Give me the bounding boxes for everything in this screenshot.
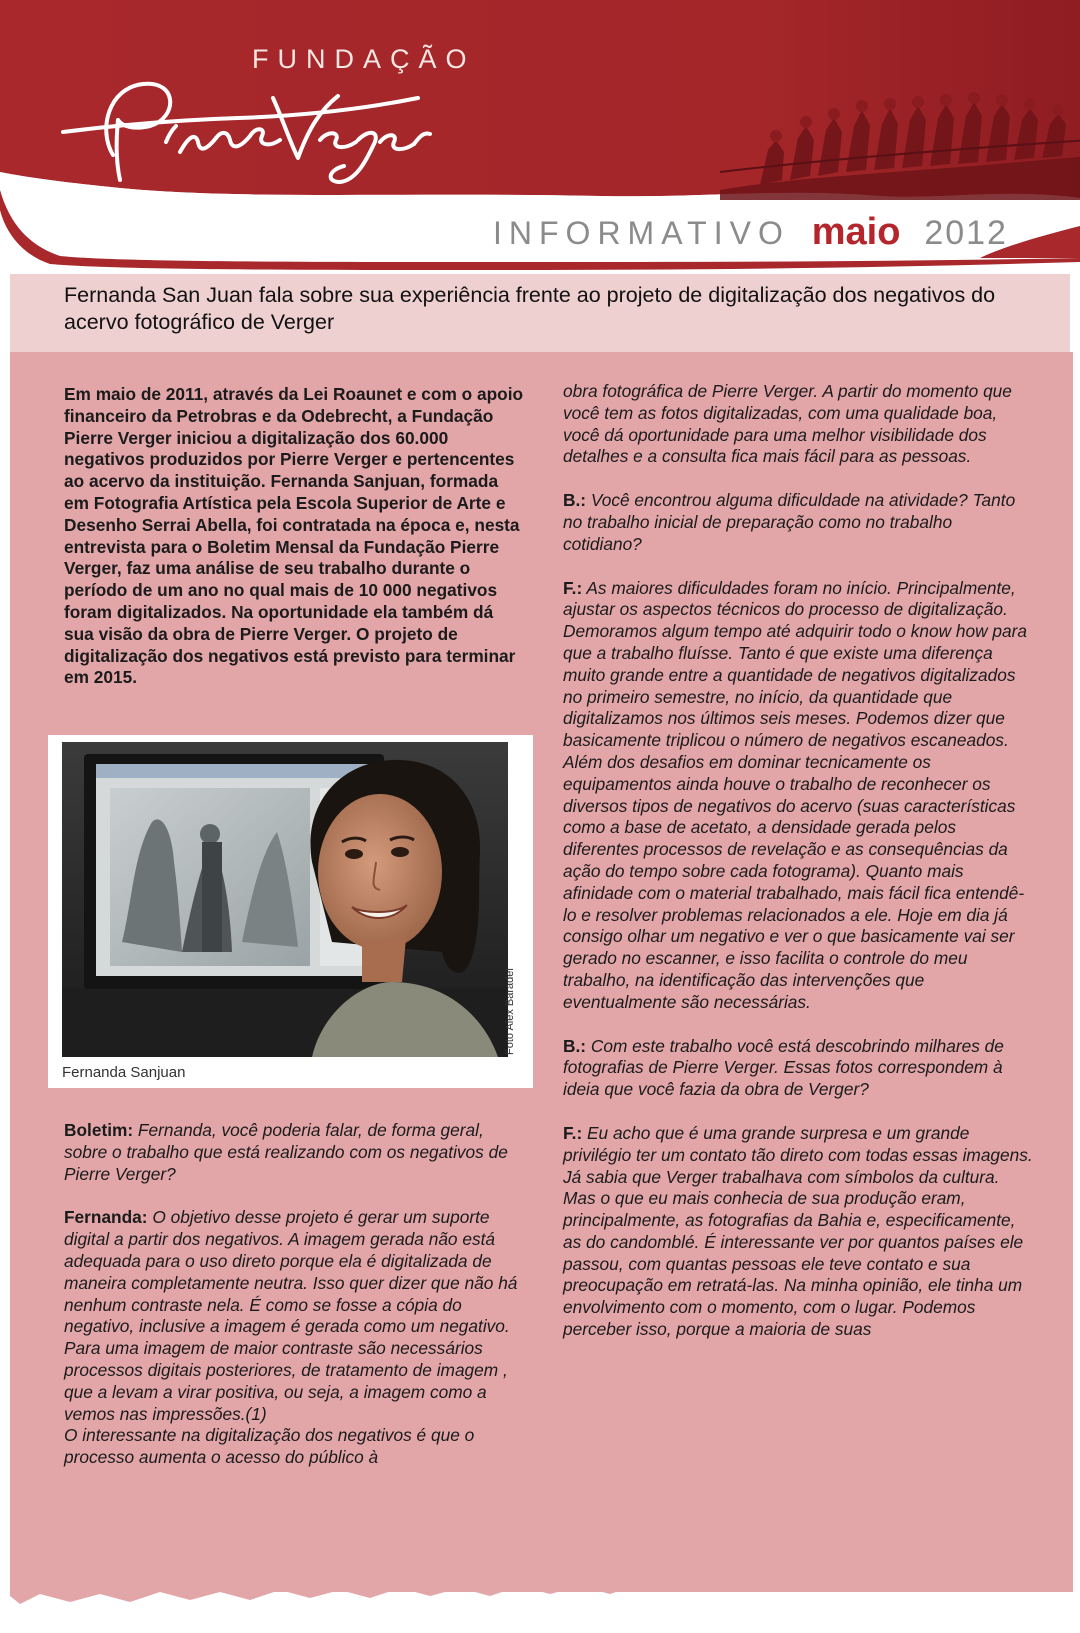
answer-3 [563, 1123, 1033, 1341]
portrait-photo [62, 742, 508, 1057]
question-label: B.: [563, 1035, 587, 1056]
informativo-word: INFORMATIVO [493, 215, 790, 251]
answer-1 [64, 1207, 524, 1425]
answer-label: F.: [563, 1122, 583, 1143]
fundacao-label: FUNDAÇÃO [252, 44, 476, 74]
torn-paper-edge [0, 1560, 1080, 1633]
answer-1-end: obra fotográfica de Pierre Verger. A partir do momento que você tem as fotos digitalizadas, com uma qualidade boa, você dá oportunidade para uma melhor visibilidade dos detalhes e a consulta fica mais fácil para as pessoas. [563, 381, 1012, 467]
question-2 [563, 490, 1033, 555]
question-text: Com este trabalho você está descobrindo milhares de fotografias de Pierre Verger. Essas fotos correspondem à ideia que você fazia da obra de Verger? [563, 1035, 1004, 1100]
answer-label: F.: [563, 577, 583, 598]
pierre-verger-logo [58, 70, 438, 190]
question-text: Você encontrou alguma dificuldade na atividade? Tanto no trabalho inicial de preparação como no trabalho cotidiano? [563, 490, 1016, 554]
answer-2-continued: Além dos desafios em dominar tecnicamente os equipamentos ainda houve o trabalho de reconhecer os diversos tipos de negativos do acervo (suas características como a base de acetato, a densidade gerada pelos diferentes processos de revelação e as consequências da ação do tempo sobre cada fotograma). Quanto mais afinidade com o material trabalhado, mais fácil fica entendê-lo e resolver problemas relacionados a ele. Hoje em dia já consigo olhar um negativo e ver o que basicamente vai ser gerado no escanner, e isso facilita o controle do meu trabalho, na identificação das intervenções que eventualmente são necessárias. [563, 751, 1025, 1012]
issue-label [493, 211, 1008, 254]
question-label: B.: [563, 490, 587, 511]
issue-year: 2012 [924, 214, 1008, 252]
question-text: Fernanda, você poderia falar, de forma geral, sobre o trabalho que está realizando com os negativos de Pierre Verger? [64, 1120, 508, 1184]
page-title: Fernanda San Juan fala sobre sua experiência frente ao projeto de digitalização dos negativos do acervo fotográfico de Verger [64, 283, 996, 334]
question-1 [64, 1120, 524, 1185]
answer-2 [563, 578, 1033, 752]
photo-credit: Foto Alex Baradel [504, 968, 516, 1055]
question-3 [563, 1036, 1033, 1101]
answer-text: Eu acho que é uma grande surpresa e um grande privilégio ter um contato tão direto com todas essas imagens. Já sabia que Verger trabalhava com símbolos da cultura. Mas o que eu mais conhecia de sua produção eram, principalmente, as fotografias da Bahia e, especificamente, as do candomblé. É interessante ver por quantos países ele passou, com quantas pessoas ele teve contato e sua preocupação em retratá-las. Na minha opinião, ele tinha um envolvimento com o momento, com o lugar. Podemos perceber isso, porque a maioria de suas [563, 1122, 1033, 1340]
photo-caption: Fernanda Sanjuan [62, 1064, 186, 1081]
left-interview-column [64, 1120, 524, 1469]
question-label: Boletim: [64, 1120, 134, 1140]
issue-month: maio [811, 211, 901, 253]
article-lead: Em maio de 2011, através da Lei Roaunet e com o apoio financeiro da Petrobras e da Odebrecht, a Fundação Pierre Verger iniciou a digitalização dos 60.000 negativos produzidos por Pierre Verger e pertencentes ao acervo da instituição. Fernanda Sanjuan, formada em Fotografia Artística pela Escola Superior de Arte e Desenho Serrai Abella, foi contratada na época e, nesta entrevista para o Boletim Mensal da Fundação Pierre Verger, faz uma análise de seu trabalho durante o período de um ano no qual mais de 10 000 negativos foram digitalizados. Na oportunidade ela também dá sua visão da obra de Pierre Verger. O projeto de digitalização dos negativos está previsto para terminar em 2015. [64, 384, 524, 688]
answer-1-continued: O interessante na digitalização dos negativos é que o processo aumenta o acesso do público à [64, 1425, 475, 1468]
right-interview-column [563, 381, 1033, 1341]
answer-text: O objetivo desse projeto é gerar um suporte digital a partir dos negativos. A imagem gerada não está adequada para o uso direto porque ela é digitalizada de maneira completamente neutra. Isso quer dizer que não há nenhum contraste nela. É como se fosse a cópia do negativo, inclusive a imagem é gerada como um negativo. Para uma imagem de maior contraste são necessários processos digitais posteriores, de tratamento de imagem , que a levam a virar positiva, ou seja, a imagem como a vemos nas impressões.(1) [64, 1207, 518, 1424]
answer-text: As maiores dificuldades foram no início. Principalmente, ajustar os aspectos técnicos do processo de digitalização. Demoramos algum tempo até adquirir todo o know how para que a trabalho fluísse. Tanto é que existe uma diferença muito grande entre a quantidade de negativos digitalizados no primeiro semestre, no início, da quantidade que digitalizamos nos últimos seis meses. Podemos dizer que basicamente triplicou o número de negativos escaneados. [563, 577, 1027, 751]
crowd-illustration [720, 80, 1080, 200]
answer-label: Fernanda: [64, 1207, 148, 1228]
